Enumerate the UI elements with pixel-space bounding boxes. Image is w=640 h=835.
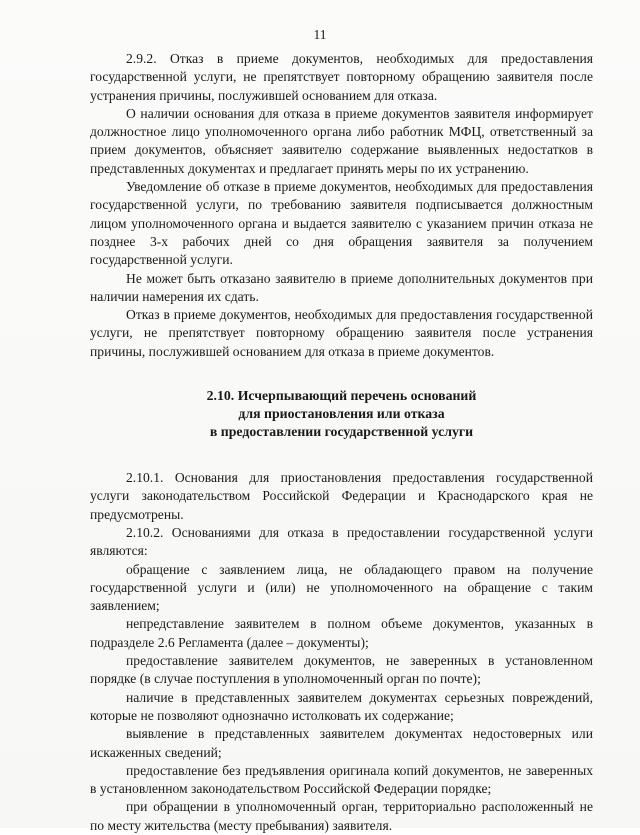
list-item: обращение с заявлением лица, не обладающего правом на получение государственной услуги и (или) не уполномоченного на обращение с таким заявлением; [90,561,593,614]
paragraph-2-10-1: 2.10.1. Основания для приостановления предоставления государственной услуги законодательством Российской Федерации и Краснодарского края не предусмотрены. [90,470,593,522]
list-item: наличие в представленных заявителем документах серьезных повреждений, которые не позволяют однозначно истолковать их содержание; [90,689,593,723]
document-body [90,50,593,835]
page-number: 11 [313,27,327,42]
list-item: выявление в представленных заявителем документах недостоверных или искаженных сведений; [90,726,593,760]
paragraph-2-9-2: 2.9.2. Отказ в приеме документов, необходимых для предоставления государственной услуги, не препятствует повторному обращению заявителя после устранения причины, послужившей основанием для отказа. [90,51,593,103]
section-heading-line-1: 2.10. Исчерпывающий перечень оснований [206,388,477,404]
paragraph-additional-documents: Не может быть отказано заявителю в приеме дополнительных документов при наличии намерения их сдать. [90,270,593,304]
paragraph-refusal-grounds-info: О наличии основания для отказа в приеме документов заявителя информирует должностное лицо уполномоченного органа либо работник МФЦ, ответственный за прием документов, объясняет заявителю содержание выявленных недостатков в представленных документах и предлагает принять меры по их устранению. [90,105,593,176]
paragraph-refusal-no-obstacle: Отказ в приеме документов, необходимых для предоставления государственной услуги, не препятствует повторному обращению заявителя после устранения причины, послужившей основанием для отказа в приеме документов. [90,307,593,359]
list-item: предоставление без предъявления оригинала копий документов, не заверенных в установленном законодательством Российской Федерации порядке; [90,762,593,797]
list-item: при обращении в уполномоченный орган, территориально расположенный не по месту жительства (месту пребывания) заявителя. [90,799,593,833]
section-heading-line-3: в предоставлении государственной услуги [209,424,474,440]
paragraph-refusal-notice: Уведомление об отказе в приеме документов, необходимых для предоставления государственной услуги, по требованию заявителя подписывается должностным лицом уполномоченного органа и выдается заявителю с указанием причин отказа не позднее 3-х рабочих дней со дня обращения заявителя за получением государственной услуги. [90,179,593,268]
list-item: непредставление заявителем в полном объеме документов, указанных в подразделе 2.6 Регламента (далее – документы); [90,616,593,650]
list-item: предоставление заявителем документов, не заверенных в установленном порядке (в случае поступления в уполномоченный орган по почте); [90,653,593,687]
section-heading-line-2: для приостановления или отказа [238,406,445,422]
section-heading [90,387,593,441]
paragraph-2-10-2: 2.10.2. Основаниями для отказа в предоставлении государственной услуги являются: [90,524,593,559]
